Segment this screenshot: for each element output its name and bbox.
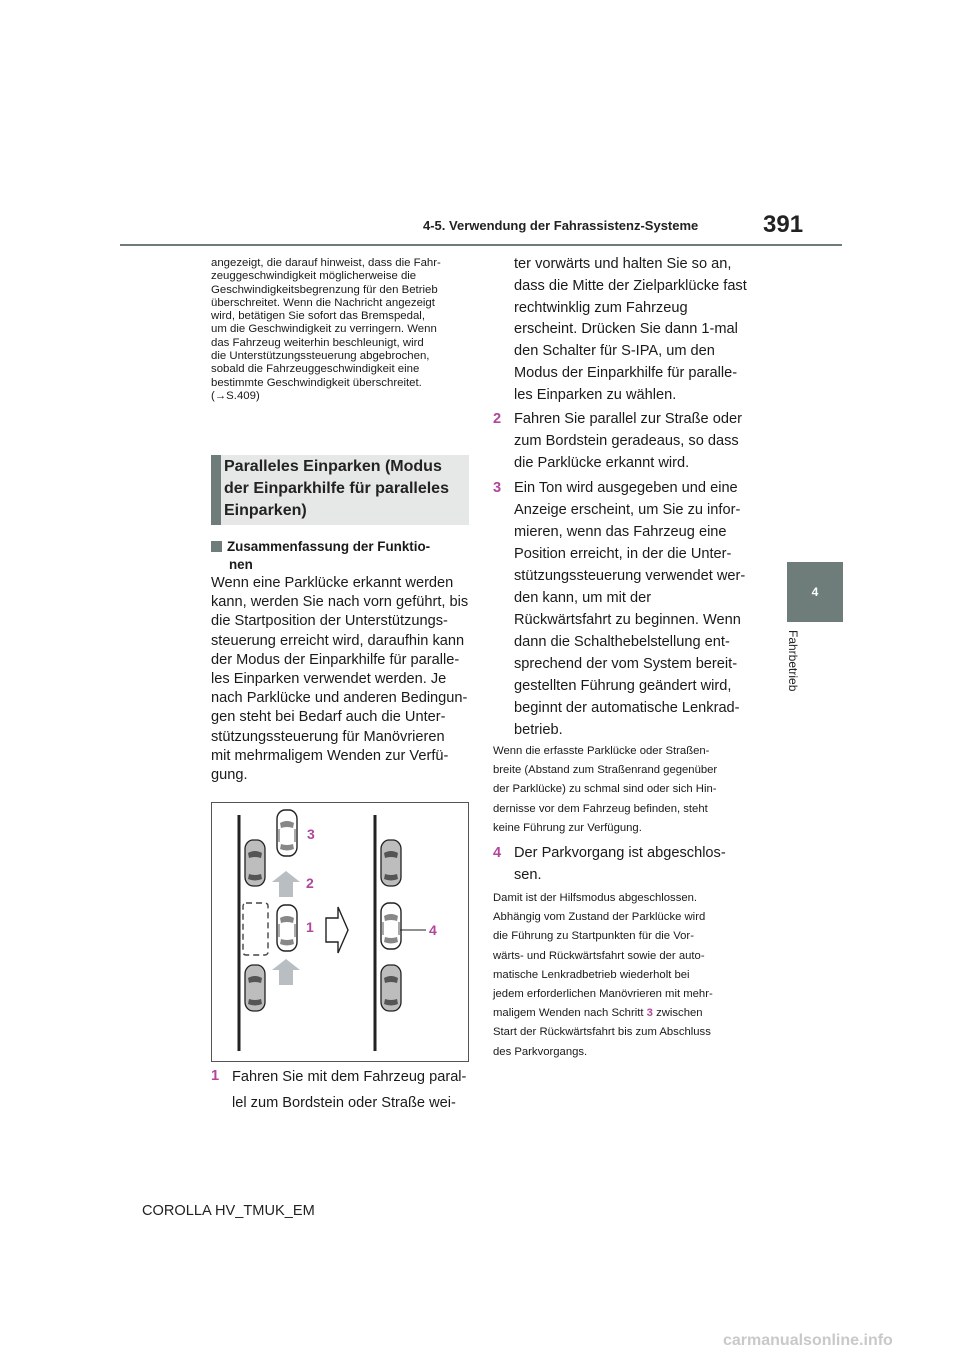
intro-paragraph: [211, 257, 473, 403]
note-line: Wenn die erfasste Parklücke oder Straßen-: [493, 745, 710, 757]
target-parking-space: [243, 903, 268, 955]
step-number: 1: [211, 1068, 220, 1084]
chapter-label: [786, 630, 804, 700]
parked-car: [381, 965, 401, 1011]
note-line: Start der Rückwärtsfahrt bis zum Abschluss: [493, 1026, 711, 1039]
intro-line: das Fahrzeug weiterhin beschleunigt, wird: [211, 336, 424, 349]
figure-label-4: 4: [429, 922, 437, 938]
note-line: der Parklücke) zu schmal sind oder sich Hin-: [493, 783, 717, 796]
chapter-label-text: Fahrbetrieb: [786, 630, 800, 692]
footer-model-code: COROLLA HV_TMUK_EM: [142, 1203, 315, 1219]
section-heading-line: Einparken): [224, 502, 307, 519]
note-paragraph: [493, 742, 753, 838]
step-line: sprechend der vom System bereit-: [514, 656, 738, 672]
intro-line: zeuggeschwindigkeit möglicherweise die: [211, 270, 417, 283]
section-heading-line: der Einparkhilfe für paralleles: [224, 480, 449, 497]
watermark: carmanualsonline.info: [723, 1332, 893, 1349]
step-line: Anzeige erscheint, um Sie zu infor-: [514, 502, 741, 518]
summary-line: Wenn eine Parklücke erkannt werden: [211, 575, 454, 591]
intro-line: um die Geschwindigkeit zu verringern. Wenn: [211, 323, 437, 336]
own-car-position-3: [277, 810, 297, 856]
summary-line: mit mehrmaligem Wenden zur Verfü-: [211, 747, 449, 764]
forward-arrow-icon: [272, 959, 300, 985]
intro-line: angezeigt, die darauf hinweist, dass die Fahr-: [211, 257, 441, 269]
step-number: 3: [493, 480, 502, 496]
parking-illustration: [211, 802, 469, 1062]
parked-car: [381, 840, 401, 886]
intro-line: überschreitet. Wenn die Nachricht angezeigt: [211, 296, 435, 309]
parked-car: [245, 965, 265, 1011]
summary-line: nach Parklücke und anderen Bedingun-: [211, 690, 468, 707]
step-1-continuation: [514, 254, 749, 407]
step-line: Ein Ton wird ausgegeben und eine: [514, 480, 738, 496]
section-heading-line: Paralleles Einparken (Modus: [224, 458, 442, 475]
step-line: stützungssteuerung verwendet wer-: [514, 568, 746, 584]
summary-line: gung.: [211, 767, 248, 784]
completion-note: [493, 889, 753, 1062]
summary-heading-line: Zusammenfassung der Funktio-: [227, 539, 431, 554]
step-line: gestellten Führung geändert wird,: [514, 678, 732, 694]
step-number: 2: [493, 411, 502, 427]
step-line: ter vorwärts und halten Sie so an,: [514, 256, 732, 272]
note-line: die Führung zu Startpunkten für die Vor-: [493, 930, 694, 943]
intro-line: die Unterstützungssteuerung abgebrochen,: [211, 350, 430, 363]
note-line: matische Lenkradbetrieb wiederholt bei: [493, 968, 690, 981]
intro-page-reference[interactable]: (→S.409): [211, 389, 260, 402]
step-line: zum Bordstein geradeaus, so dass: [514, 433, 739, 449]
note-line: jedem erforderlichen Manövrieren mit mehr-: [493, 988, 713, 1001]
figure-label-1: 1: [306, 919, 314, 935]
note-line: [493, 1004, 753, 1023]
summary-heading-line: nen: [229, 557, 253, 572]
summary-line: steuerung erreicht wird, daraufhin kann: [211, 632, 465, 649]
note-text: zwischen: [652, 1007, 703, 1020]
summary-line: stützungssteuerung für Manövrieren: [211, 728, 445, 745]
summary-line: les Einparken verwendet werden. Je: [211, 671, 447, 688]
page-number: 391: [763, 211, 804, 238]
intro-line: wird, betätigen Sie sofort das Bremspedal,: [211, 310, 426, 323]
section-heading-box: [211, 455, 469, 525]
summary-line: kann, werden Sie nach vorn geführt, bis: [211, 594, 469, 611]
forward-arrow-icon: [272, 871, 300, 897]
summary-heading: [211, 538, 471, 574]
step-line: erscheint. Drücken Sie dann 1-mal: [514, 321, 738, 338]
note-line: wärts- und Rückwärtsfahrt sowie der auto-: [493, 949, 705, 962]
step-line: dass die Mitte der Zielparklücke fast: [514, 277, 747, 294]
step-line: lel zum Bordstein oder Straße wei-: [232, 1094, 456, 1111]
note-line: des Parkvorgangs.: [493, 1045, 588, 1058]
summary-line: der Modus der Einparkhilfe für paralle-: [211, 651, 460, 668]
header-section-title: 4-5. Verwendung der Fahrassistenz-Systeme: [423, 218, 699, 233]
step-line: Modus der Einparkhilfe für paralle-: [514, 364, 738, 381]
intro-line: Geschwindigkeitsbegrenzung für den Betrieb: [211, 283, 438, 296]
note-line: dernisse vor dem Fahrzeug befinden, steht: [493, 802, 708, 815]
note-text: maligem Wenden nach Schritt: [493, 1007, 647, 1020]
step-line: Der Parkvorgang ist abgeschlos-: [514, 845, 726, 861]
step-line: sen.: [514, 867, 542, 883]
square-bullet-icon: [211, 541, 222, 552]
transition-arrow-icon: [326, 907, 348, 953]
parking-diagram: [212, 803, 468, 1061]
step-line: die Parklücke erkannt wird.: [514, 455, 690, 471]
note-line: keine Führung zur Verfügung.: [493, 821, 642, 834]
parked-car: [245, 840, 265, 886]
summary-line: gen steht bei Bedarf auch die Unter-: [211, 709, 446, 726]
header-divider: [120, 244, 842, 246]
step-line: beginnt der automatische Lenkrad-: [514, 700, 740, 716]
step-line: les Einparken zu wählen.: [514, 386, 677, 403]
summary-paragraph: [211, 574, 473, 785]
step-line: dann die Schalthebelstellung ent-: [514, 634, 730, 650]
figure-label-2: 2: [306, 875, 314, 891]
step-number: 4: [493, 845, 502, 861]
own-car-parked: [381, 903, 401, 949]
note-line: breite (Abstand zum Straßenrand gegenüber: [493, 764, 718, 777]
step-reference: 3: [646, 1007, 653, 1020]
step-line: den kann, um mit der: [514, 590, 652, 606]
step-line: den Schalter für S-IPA, um den: [514, 343, 715, 360]
chapter-tab[interactable]: [787, 562, 843, 622]
summary-line: die Startposition der Unterstützungs-: [211, 613, 448, 630]
note-line: Abhängig vom Zustand der Parklücke wird: [493, 911, 706, 924]
step-line: betrieb.: [514, 722, 563, 738]
step-line: Fahren Sie mit dem Fahrzeug paral-: [232, 1069, 467, 1085]
step-line: rechtwinklig zum Fahrzeug: [514, 299, 688, 316]
figure-label-3: 3: [307, 826, 315, 842]
step-line: Fahren Sie parallel zur Straße oder: [514, 411, 742, 427]
intro-line: bestimmte Geschwindigkeit überschreitet.: [211, 376, 422, 389]
note-line: Damit ist der Hilfsmodus abgeschlossen.: [493, 892, 698, 904]
intro-line: sobald die Fahrzeuggeschwindigkeit eine: [211, 363, 420, 376]
chapter-tab-number: 4: [811, 585, 819, 599]
own-car-position-1: [277, 905, 297, 951]
step-line: mieren, wenn das Fahrzeug eine: [514, 524, 727, 540]
step-line: Position erreicht, in der die Unter-: [514, 546, 732, 562]
step-line: Rückwärtsfahrt zu beginnen. Wenn: [514, 612, 741, 628]
